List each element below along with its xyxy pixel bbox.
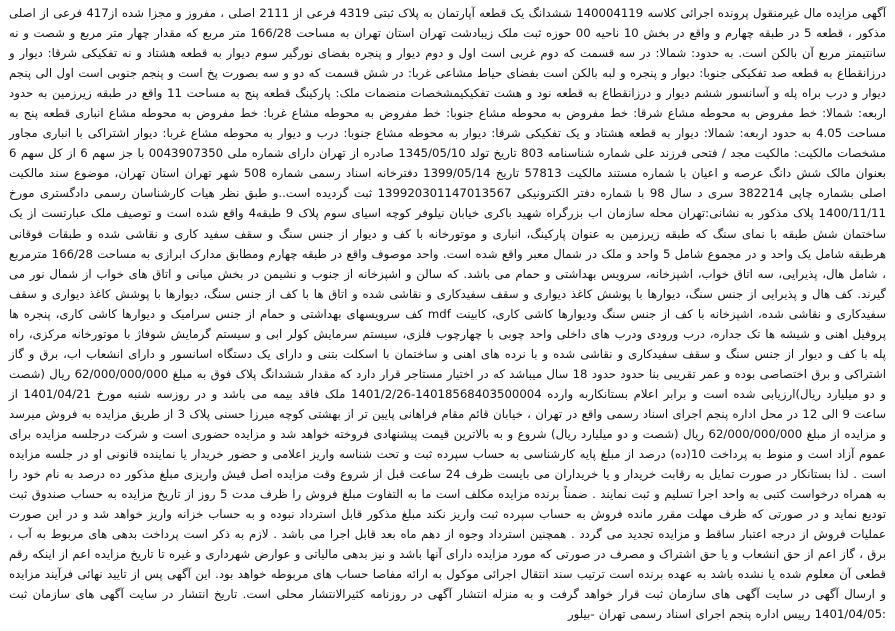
auction-notice-text: آگهی مزایده مال غیرمنقول پرونده اجرائی کلاسه 140004119 ششدانگ یک قطعه آپارتمان به پلاک ثبتی 4319 فرعی از 2111 اصلی ، مفروز و مجزا شده از417 فرعی از اصلی مذکور ، قطعه 5 در طبقه چهارم و واقع در بخش 10 ناحیه 00 حوزه ثبت ملک زیبادشت تهران استان تهران به مساحت 166/28 متر مربع که مقدار چهار متر مربع و شصت و نه سانتیمتر مربع آن بالکن است. به حدود: شمالا: در سه قسمت که دوم غربی است اول و دوم دیوار و پنجره بفضای نورگیر سوم دیوار به قطعه هشتاد و نه تفکیکی شرقا: دیوار و درزانقطاع به قطعه صد تفکیکی جنوبا: دیوار و پنجره و لبه بالکن است بفضای حیاط مشاعی غربا: در شش قسمت که دو و سه بصورت پخ است و پنجم جنوبی است اول الی پنجم دیوار و درب براه پله و آسانسور ششم دیوار و درزانقطاع به قطعه نود و هشت تفکیکیمشخصات منضمات ملک: پارکینگ قطعه پنج به مساحت 11 واقع در طبقه زیرزمین به حدود اربعه: شمالا: خط مفروض به محوطه مشاع شرقا: خط مفروض به محوطه مشاع جنوبا: خط مفروض به محوطه مشاع غربا: خط مفروض به محوطه مشاع انباری قطعه پنج به مساحت 4.05 به حدود اربعه: شمالا: دیوار به قطعه هشتاد و یک تفکیکی شرقا: دیوار به محوطه مشاع جنوبا: درب و دیوار به محوطه مشاع غربا: دیوار اشتراکی با انباری مجاور مشخصات مالکیت: مالکیت مجد / فتحی فرزند علی شماره شناسنامه 803 تاریخ تولد 1345/05/10 صادره از تهران دارای شماره ملی 0043907350 با جز سهم 6 از کل سهم 6 بعنوان مالک شش دانگ عرصه و اعیان با شماره مستند مالکیت 57813 تاریخ 1399/05/14 دفترخانه اسناد رسمی شماره 508 شهر تهران استان تهران، موضوع سند مالکیت اصلی بشماره چاپی 382214 سری د سال 98 با شماره دفتر الکترونیکی 139920301147013567 ثبت گردیده است..و طبق نظر هیات کارشناسان رسمی دادگستری مورخ 1400/11/11 پلاک مذکور به نشانی:تهران محله سازمان اب بزرگراه شهید باکری خیابان نیلوفر کوچه اسیای سوم پلاک 9 طبقه4 واقع شده است و توصیف ملک عبارتست از یک ساختمان شش طبقه با نمای سنگ که طبقه زیرزمین به عنوان پارکینگ، انباری و موتورخانه با کف و دیوار از جنس سنگ و سقف سفید کاری و نقاشی شده و طبقات فوقانی هرطبقه شامل یک واحد و در مجموع شامل 5 واحد و ملک در شمال معبر واقع شده است. واحد موصوف واقع در طبقه چهارم ومطابق مدارک ابرازی به مساحت 166/28 مترمربع ، شامل هال، پذیرایی، سه اتاق خواب، اشپزخانه، سرویس بهداشتی و حمام می باشد. که سالن و اشپزخانه از جنوب و نشیمن در بخش میانی و اتاق های خواب از شمال نور می گیرند. کف هال و پذیرایی از جنس سنگ، دیوارها با پوشش کاغذ دیواری و سقف سفیدکاری و نقاشی شده و اتاق ها با کف از جنس سنگ، دیوارها با پوشش کاغذ دیواری و سقف سفیدکاری و نقاشی شده، اشپزخانه با کف از جنس سنگ ودیوارها کاشی کاری، کابینت mdf کف سرویسهای بهداشتی و حمام از جنس سرامیک و دیوارها کاشی کاری، پنجره ها پروفیل اهنی و شیشه ها تک جداره، درب ورودی ودرب های داخلی واحد چوبی با چهارچوب فلزی، سیستم سرمایش کولر ابی و سیستم گرمایش شوفاژ با موتورخانه مرکزی، راه پله با کف و دیوار از جنس سنگ و سقف سفیدکاری و نقاشی شده و با نرده های اهنی و ساختمان با اسکلت بتنی و دارای یک دستگاه اسانسور و دارای انشعاب اب، برق و گاز اشتراکی و برق اختصاصی بوده و عمر تقریبی بنا حدود حدود 18 سال میباشد که در اختیار مستاجر قرار دارد که مقدار ششدانگ پلاک فوق به مبلغ 62/000/000/000 ریال (شصت و دو میلیارد ریال)ارزیابی شده است و برابر اعلام بستانکاربه وارده 14018568403500004-1401/2/26 ملک فاقد بیمه می باشد و در روزسه شنبه مورخ 1401/04/21 از ساعت 9 الی 12 در محل اداره پنجم اجرای اسناد رسمی واقع در تهران ، خیابان قائم مقام فراهانی پایین تر از بهشتی کوچه میرزا حسنی پلاک 3 از طریق مزایده به فروش میرسد و مزایده از مبلغ 62/000/000/000 ریال (شصت و دو میلیارد ریال) شروع و به بالاترین قیمت پیشنهادی فروخته خواهد شد و مزایده حضوری است و شرکت درجلسه مزایده برای عموم آزاد است و منوط به پرداخت 10(ده) درصد از مبلغ پایه کارشناسی به حساب سپرده ثبت و تحت شناسه واریز اعلامی و حضور خریدار یا نماینده قانونی او در جلسه مزایده است . لذا بستانکار در صورت تمایل به رقابت خریدار و یا خریداران می بایست ظرف 24 ساعت قبل از شروع وقت مزایده اصل فیش واریزی مبلغ مذکور ده درصد به نام خود را به همراه درخواست کتبی به واحد اجرا تسلیم و ثبت نمایند . ضمناً برنده مزایده مکلف است ما به التفاوت مبلغ فروش را ظرف مدت 5 روز از تاریخ مزایده به حساب صندوق ثبت تودیع نماید و در صورتی که ظرف مهلت مقرر مانده فروش به حساب سپرده ثبت واریز نکند مبلغ مذکور قابل استرداد نبوده و به حساب خزانه واریز خواهد شد و در این صورت عملیات فروش از درجه اعتبار ساقط و مزایده تجدید می گردد . همچنین استرداد وجوه از دهم ماه بعد قابل اجرا می باشد . لازم به ذکر است پرداخت بدهی های مربوط به آب ، برق ، گاز اعم از حق انشعاب و یا حق اشتراک و مصرف در صورتی که مورد مزایده دارای آنها باشد و نیز بدهی مالیاتی و عوارض شهرداری و غیره تا تاریخ مزایده اعم از اینکه رقم قطعی آن معلوم شده یا نشده باشد به عهده برنده است ترتیب سند انتقال اجرائی موکول به ارائه مفاصا حساب های مربوطه خواهد بود. این آگهی پس از تایید نهائی فرآیند مزایده و ارسال آگهی در سایت آگهی های سازمان ثبت قرار خواهد گرفت و به منزله انتشار آگهی در روزنامه کثیرالانتشار محلی است. تاریخ انتشار در سایت آگهی های سازمان ثبت :1401/04/05 رییس اداره پنجم اجرای اسناد رسمی تهران -بیلور bbox=[9, 6, 887, 622]
